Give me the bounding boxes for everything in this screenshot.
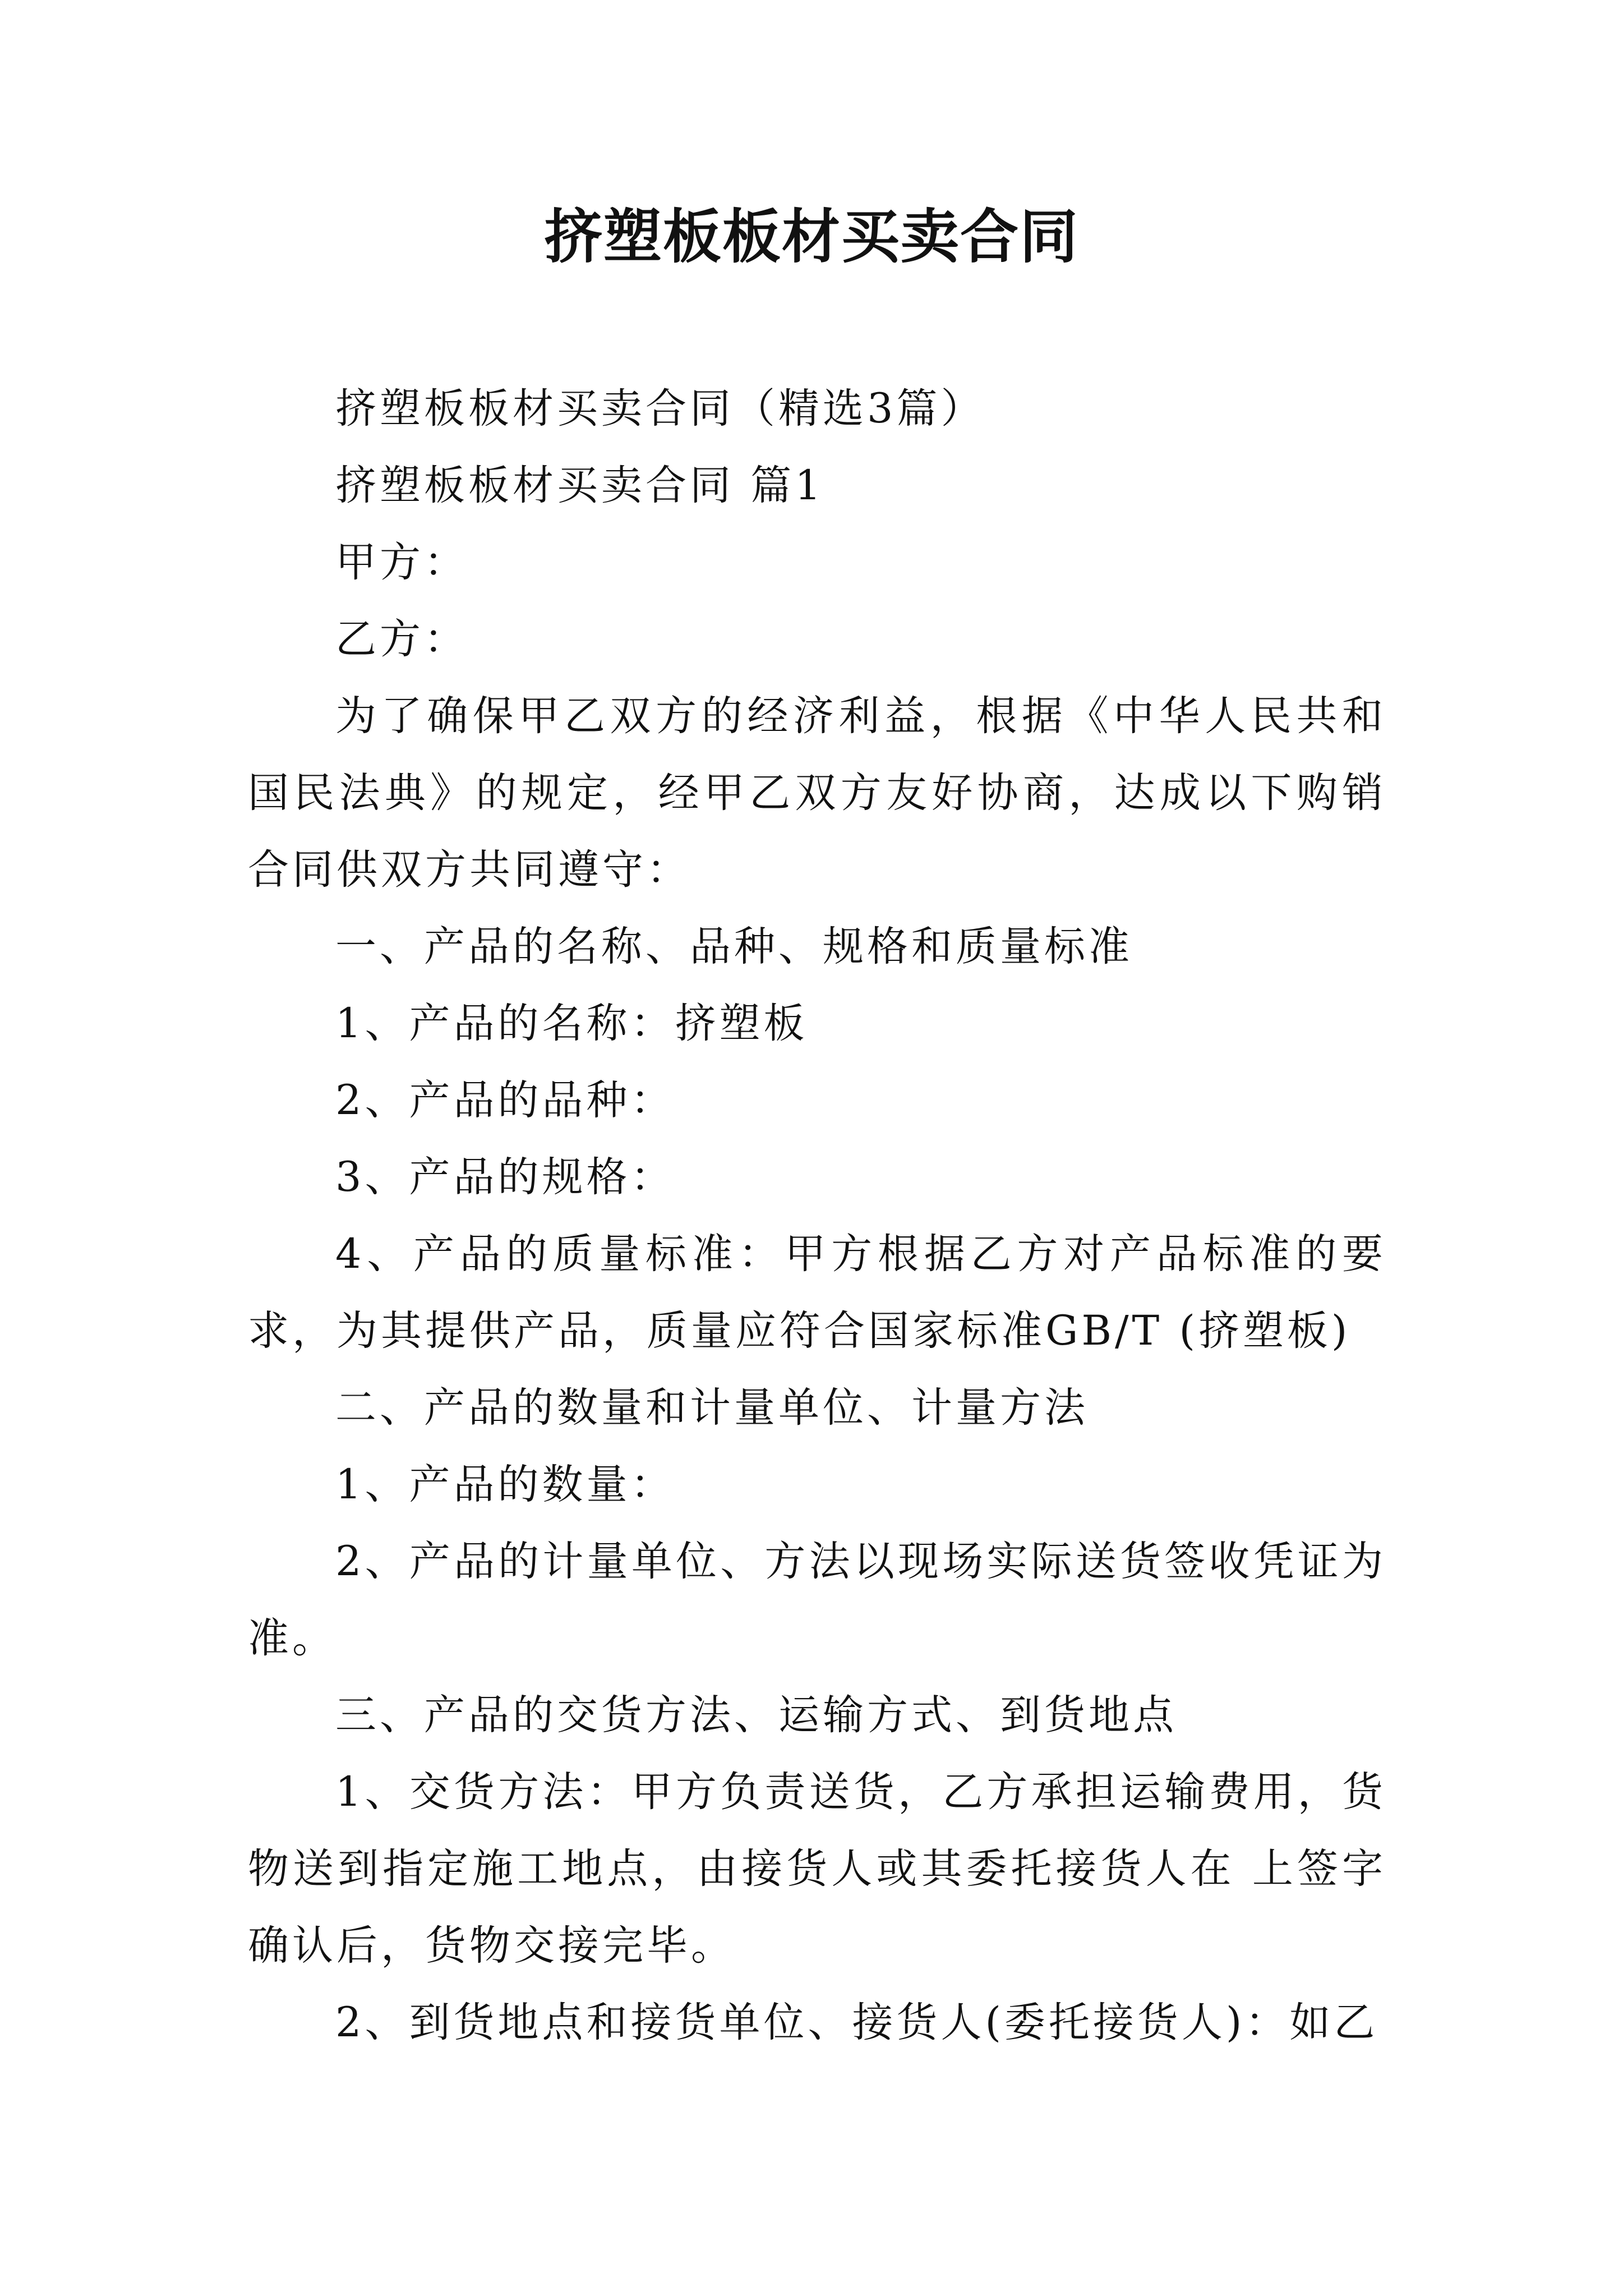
clause-2-2: 2、产品的计量单位、方法以现场实际送货签收凭证为准。 [248,1538,1386,1662]
paragraph-party-a: 甲方： [335,539,468,586]
document-body [248,370,1386,2061]
section-heading-2: 二、产品的数量和计量单位、计量方法 [335,1384,1089,1432]
section-heading-1: 一、产品的名称、品种、规格和质量标准 [335,923,1133,970]
clause-1-1: 1、产品的名称：挤塑板 [335,1000,808,1047]
paragraph-party-b: 乙方： [335,615,468,663]
paragraph-preamble: 为了确保甲乙双方的经济利益，根据《中华人民共和国民法典》的规定，经甲乙双方友好协商，达成以下购销合同供双方共同遵守： [248,692,1386,894]
clause-1-4: 4、产品的质量标准：甲方根据乙方对产品标准的要求，为其提供产品，质量应符合国家标准GB/T (挤塑板) [248,1230,1386,1355]
document-title: 挤塑板板材买卖合同 [543,202,1079,271]
clause-3-1: 1、交货方法：甲方负责送货，乙方承担运输费用，货物送到指定施工地点，由接货人或其委托接货人在 上签字确认后，货物交接完毕。 [248,1768,1386,1970]
clause-1-3: 3、产品的规格： [335,1153,675,1201]
clause-2-1: 1、产品的数量： [335,1461,675,1508]
clause-3-2: 2、到货地点和接货单位、接货人(委托接货人)：如乙 [335,1999,1378,2046]
clause-1-2: 2、产品的品种： [335,1076,675,1124]
paragraph-subtitle: 挤塑板板材买卖合同（精选3篇） [335,385,985,432]
paragraph-part-heading: 挤塑板板材买卖合同 篇1 [335,462,824,509]
section-heading-3: 三、产品的交货方法、运输方式、到货地点 [335,1691,1177,1739]
